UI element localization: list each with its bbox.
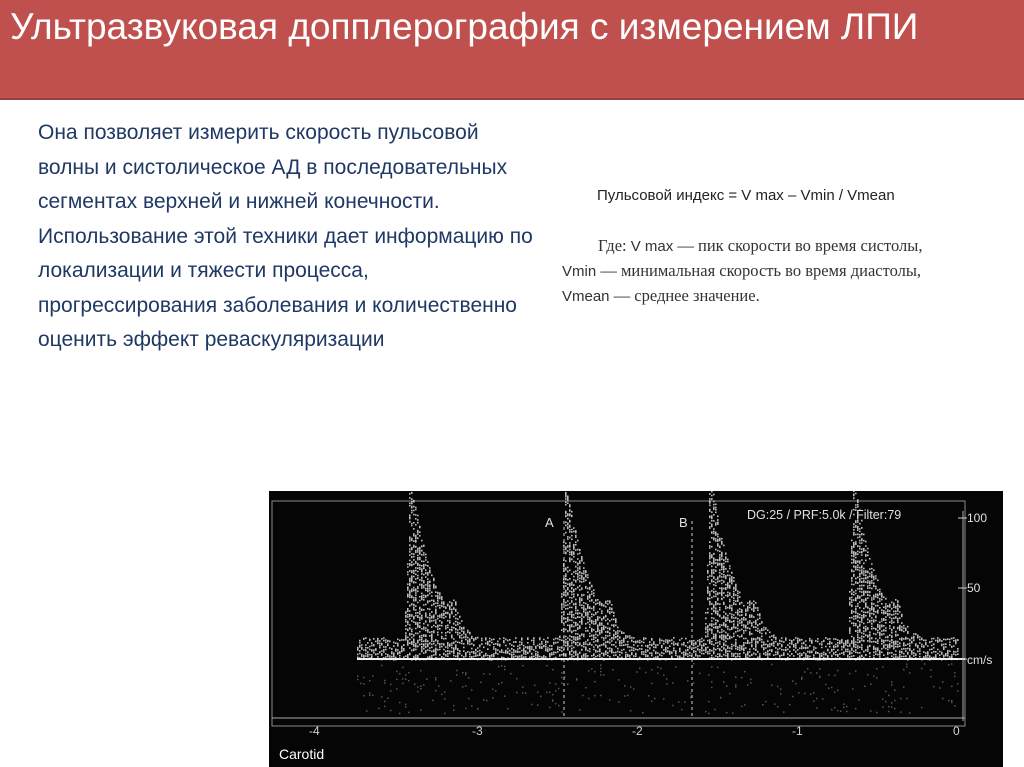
doppler-settings: DG:25 / PRF:5.0k / Filter:79 (747, 508, 902, 522)
y-label-unit: cm/s (967, 653, 993, 667)
doppler-spectrogram-image (269, 491, 1003, 767)
legend-desc-vmax: — пик скорости во время систолы, (673, 236, 923, 255)
legend-desc-vmin: — минимальная скорость во время диастолы, (596, 261, 922, 280)
x-label-minus3: -3 (472, 724, 483, 738)
x-label-minus2: -2 (632, 724, 643, 738)
legend-line-vmax (562, 234, 1022, 259)
legend-prefix: Где: (598, 236, 631, 255)
legend-term-vmean: Vmean (562, 288, 610, 305)
slide-title: Ультразвуковая допплерография с измерением ЛПИ (10, 6, 919, 47)
pulsatility-index-formula: Пульсовой индекс = V max – Vmin / Vmean (597, 187, 895, 204)
marker-b-label: B (679, 515, 688, 530)
x-label-minus4: -4 (309, 724, 320, 738)
title-bar (0, 0, 1024, 100)
formula-legend (562, 234, 1022, 309)
legend-line-vmin (562, 259, 1022, 284)
legend-desc-vmean: — среднее значение. (609, 286, 760, 305)
x-label-minus1: -1 (792, 724, 803, 738)
legend-term-vmin: Vmin (562, 263, 597, 280)
body-paragraph: Она позволяет измерить скорость пульсовой волны и систолическое АД в последовательных сегментах верхней и нижней конечности. Использование этой техники дает информацию по локализации и тяжести процесса, прогрессирования заболевания и количественно оценить эффект реваскуляризации (38, 121, 533, 351)
vessel-label: Carotid (279, 746, 325, 762)
y-label-50: 50 (967, 581, 981, 595)
marker-a-label: A (545, 515, 554, 530)
y-label-100: 100 (967, 511, 988, 525)
legend-term-vmax: V max (630, 238, 674, 255)
legend-line-vmean (562, 284, 1022, 309)
x-label-0: 0 (953, 724, 960, 738)
